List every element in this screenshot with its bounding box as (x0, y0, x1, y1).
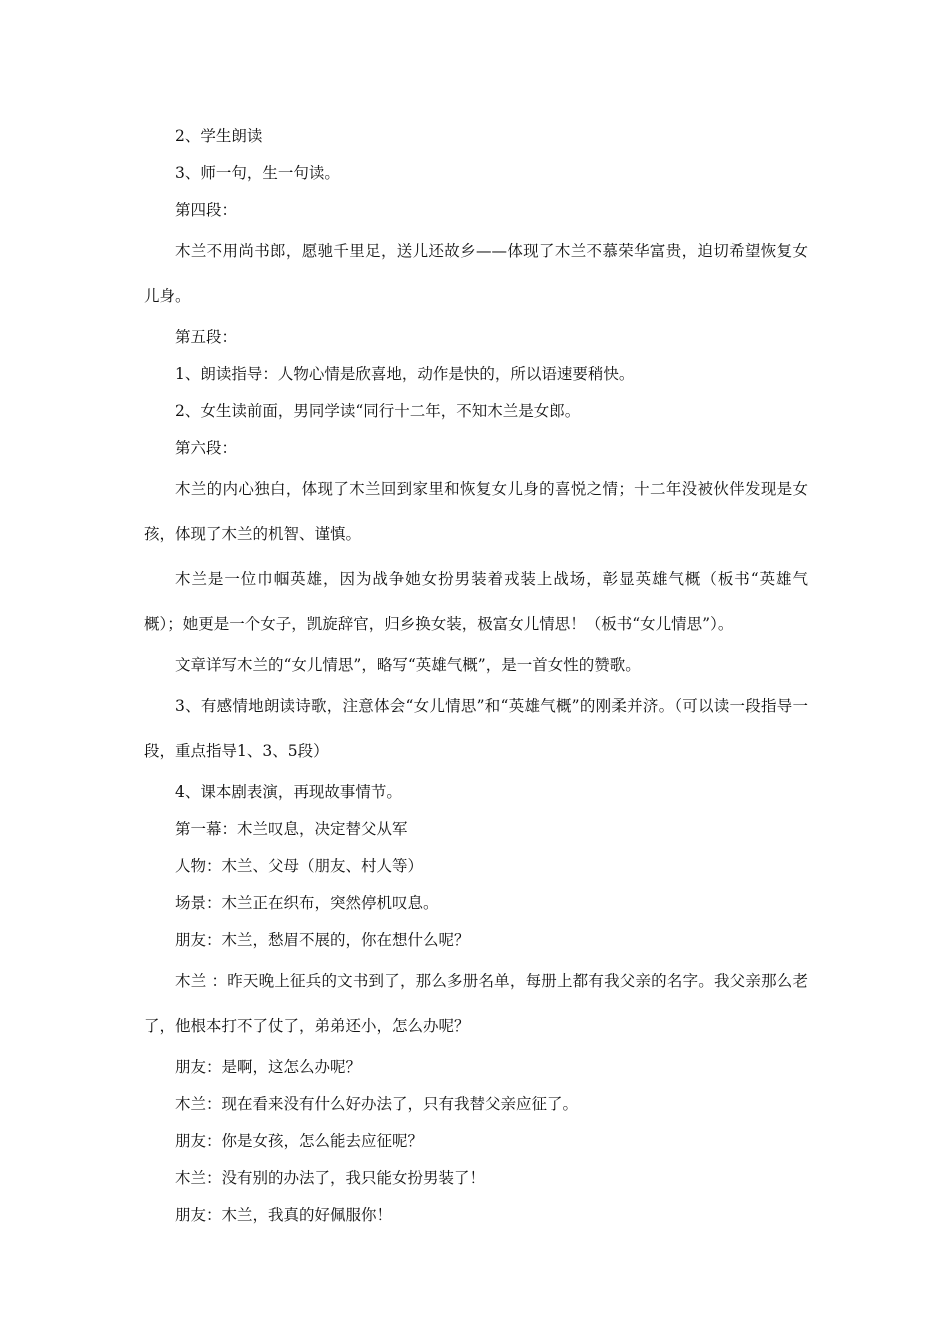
dialogue-line: 朋友：是啊，这怎么办呢？ (175, 1058, 362, 1076)
paragraph: 木兰不用尚书郎，愿驰千里足，送儿还故乡——体现了木兰不慕荣华富贵，迫切希望恢复女儿身。 (144, 242, 808, 305)
paragraph: 人物：木兰、父母（朋友、村人等） (175, 857, 424, 875)
paragraph: 2、学生朗读 (175, 127, 263, 145)
paragraph: 2、女生读前面，男同学读“同行十二年，不知木兰是女郎。 (175, 402, 581, 420)
paragraph: 4、课本剧表演，再现故事情节。 (175, 783, 402, 801)
paragraph: 3、有感情地朗读诗歌，注意体会“女儿情思”和“英雄气概”的刚柔并济。（可以读一段指导一段，重点指导1、3、5段） (144, 697, 808, 760)
dialogue-line: 木兰 ：昨天晚上征兵的文书到了，那么多册名单，每册上都有我父亲的名字。我父亲那么老了，他根本打不了仗了，弟弟还小，怎么办呢？ (144, 972, 808, 1035)
paragraph: 第一幕：木兰叹息，决定替父从军 (175, 820, 408, 838)
dialogue-line: 朋友：木兰，愁眉不展的，你在想什么呢？ (175, 931, 470, 949)
paragraph: 场景：木兰正在织布，突然停机叹息。 (175, 894, 439, 912)
paragraph: 木兰的内心独白，体现了木兰回到家里和恢复女儿身的喜悦之情；十二年没被伙伴发现是女孩，体现了木兰的机智、谨慎。 (144, 480, 808, 543)
paragraph: 文章详写木兰的“女儿情思”，略写“英雄气概”，是一首女性的赞歌。 (175, 656, 641, 674)
section-heading: 第六段： (175, 439, 238, 457)
document-body (144, 118, 808, 1234)
paragraph: 3、师一句，生一句读。 (175, 164, 340, 182)
dialogue-line: 朋友：你是女孩，怎么能去应征呢？ (175, 1132, 424, 1150)
section-heading: 第四段： (175, 201, 238, 219)
dialogue-line: 朋友：木兰，我真的好佩服你！ (175, 1206, 393, 1224)
dialogue-line: 木兰：现在看来没有什么好办法了，只有我替父亲应征了。 (175, 1095, 579, 1113)
section-heading: 第五段： (175, 328, 238, 346)
paragraph: 1、朗读指导：人物心情是欣喜地，动作是快的，所以语速要稍快。 (175, 365, 635, 383)
paragraph: 木兰是一位巾帼英雄，因为战争她女扮男装着戎装上战场，彰显英雄气概（板书“英雄气概）；她更是一个女子，凯旋辞官，归乡换女装，极富女儿情思！（板书“女儿情思”）。 (144, 570, 808, 633)
dialogue-line: 木兰：没有别的办法了，我只能女扮男装了！ (175, 1169, 486, 1187)
